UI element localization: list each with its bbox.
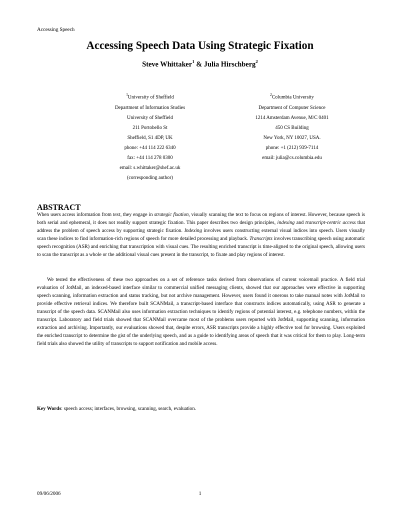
author-superscript: 2 — [255, 59, 258, 64]
text-run: , they engage in — [120, 212, 155, 218]
affiliation-line: (corresponding author) — [127, 175, 173, 181]
text-run: , visually scanning the text to focus on regions of interest. However, because speech is both serial and ephemeral, it does not readily support strategic fixation. This paper describes two design principles, — [37, 212, 365, 226]
abstract-paragraph — [37, 212, 365, 260]
affiliation-line: phone: +44 114 222 6340 — [124, 145, 176, 151]
text-run: and — [294, 219, 306, 226]
text-run: that address the problem of speech access by supporting strategic fixation. — [37, 219, 366, 234]
affiliation-right — [222, 90, 362, 164]
footer-date: 09/06/2006 — [37, 491, 61, 497]
emphasis-text: transcript-centric access — [305, 219, 356, 226]
affiliation-line: Columbia University — [271, 95, 314, 101]
text-run: involves transcribing speech using automatic speech recognition (ASR) and enriching that transcription with visual cues. The resulting enriched transcript is time-aligned to the original speech, allowing users to scan the transcript as a whole or the additional visual cues present in the transcript, to fixate and play regions of interest. — [37, 235, 365, 258]
abstract-heading: ABSTRACT — [37, 203, 81, 212]
affiliation-left — [80, 90, 220, 184]
emphasis-text: text — [113, 212, 121, 218]
author-line — [0, 59, 400, 68]
affiliation-line: phone: +1 (212) 939-7114 — [265, 145, 319, 151]
author-name: Julia Hirschberg — [203, 60, 256, 69]
affiliation-superscript: 1 — [126, 93, 128, 97]
abstract-paragraph: We tested the effectiveness of these two approaches on a set of reference tasks derived from observations of current voicemail practice. A field trial evaluation of JotMail, an indexed-based interface similar to commercial unified messaging clients, showed that our approaches were effective in supporting speech scanning, information extraction and status tracking, but not archive management. However, users found it onerous to take manual notes with JotMail to provide effective retrieval indices. We therefore built SCANMail, a transcript-based interface that constructs indices automatically, using ASR to generate a transcript of the speech data. SCANMail also uses information extraction techniques to identify regions of potential interest, e.g. telephone numbers, within the transcript. Laboratory and field trials showed that SCANMail overcame most of the problems users reported with JotMail, supporting scanning, information extraction and archiving. Importantly, our evaluations showed that, despite errors, ASR transcripts provide a highly effective tool for browsing. Users exploited the enriched transcript to determine the gist of the underlying speech, and as a guide to identifying areas of speech that it was critical for them to play. Long-term field trials also showed the utility of transcripts to support notification and mobile access. — [37, 277, 365, 347]
keywords — [37, 406, 196, 412]
text-run: involves users constructing external visual indices into speech. Users visually scan these indices to find information-rich regions of speech for more detailed processing and playback. — [37, 227, 365, 242]
affiliation-line: fax: +44 114 278 0300 — [127, 155, 173, 161]
affiliation-line: 211 Portobello St — [132, 125, 168, 131]
affiliation-line: University of Sheffield — [127, 95, 174, 101]
page-number: 1 — [198, 491, 202, 497]
paper-title: Accessing Speech Data Using Strategic Fixation — [86, 40, 314, 52]
text-run: When users access information from — [37, 212, 114, 218]
affiliation-superscript: 2 — [270, 93, 272, 97]
emphasis-text: Indexing — [184, 227, 202, 234]
keywords-label: Key Words — [37, 406, 62, 412]
emphasis-text: indexing — [277, 219, 295, 226]
affiliation-line: email: julia@cs.columbia.edu — [262, 155, 322, 161]
running-head: Accessing Speech — [37, 27, 75, 33]
affiliation-line: Department of Computer Science — [258, 105, 326, 111]
author-separator: & — [194, 60, 204, 69]
affiliation-line: New York, NY 10027, USA. — [263, 135, 321, 141]
affiliation-line: email: s.whittaker@shef.ac.uk — [119, 165, 181, 171]
keywords-text: : speech access; interfaces, browsing, scanning, search, evaluation. — [61, 406, 196, 412]
affiliation-line: 450 CS Building — [275, 125, 309, 131]
affiliation-line: Department of Information Studies — [114, 105, 186, 111]
affiliation-line: University of Sheffield — [126, 115, 173, 121]
affiliation-line: 1214 Amsterdam Avenue, M/C 0401 — [255, 115, 329, 121]
author-name: Steve Whittaker — [142, 60, 193, 69]
emphasis-text: Transcripts — [249, 235, 273, 242]
author-superscript: 1 — [192, 59, 195, 64]
affiliation-line: Sheffield, S1 4DP, UK — [127, 135, 173, 141]
emphasis-text: strategic fixation — [154, 212, 189, 218]
